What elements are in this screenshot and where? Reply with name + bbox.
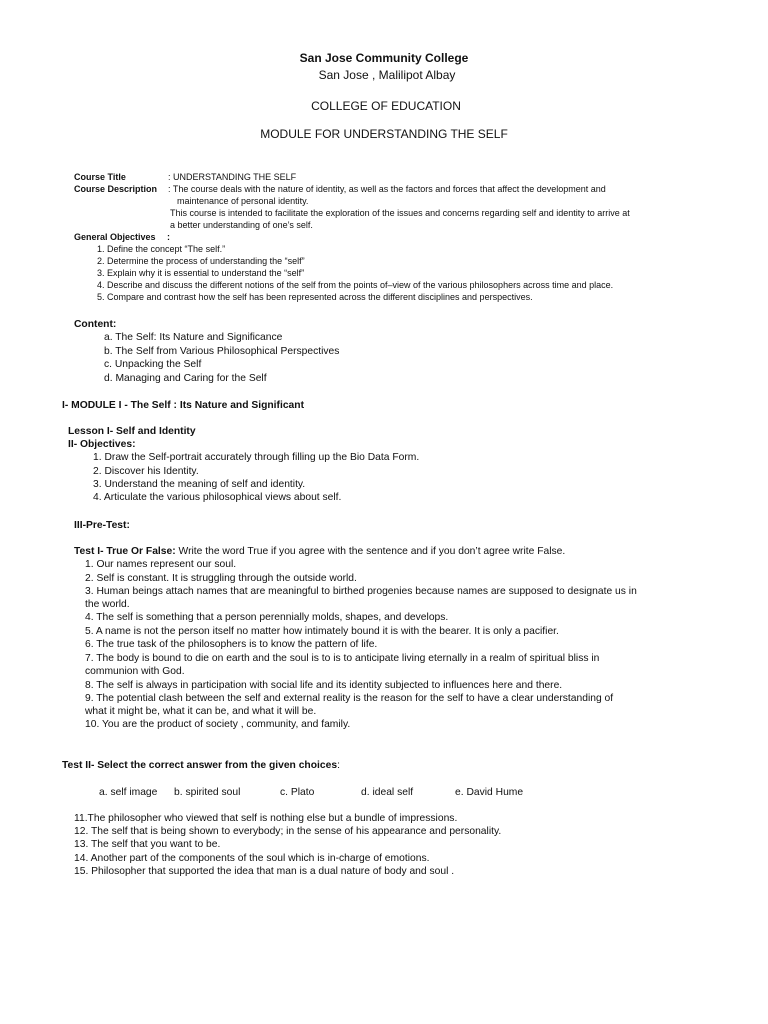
objective-2: 2. Discover his Identity. xyxy=(93,466,199,477)
test1-item-2: 2. Self is constant. It is struggling through the outside world. xyxy=(85,573,357,584)
general-objective-2: 2. Determine the process of understanding the “self” xyxy=(97,256,305,266)
module-heading: I- MODULE I - The Self : Its Nature and Significant xyxy=(62,400,304,411)
test1-heading-bold: Test I- True Or False: xyxy=(74,546,176,557)
general-objective-5: 5. Compare and contrast how the self has been represented across the different disciplines and perspectives. xyxy=(97,292,533,302)
test1-item-7-cont: communion with God. xyxy=(85,666,185,677)
general-objective-1: 1. Define the concept “The self.” xyxy=(97,244,226,254)
test1-item-3: 3. Human beings attach names that are meaningful to birthed progenies because names are supposed to designate us in xyxy=(85,586,637,597)
test1-item-4: 4. The self is something that a person perennially molds, shapes, and develops. xyxy=(85,612,449,623)
test2-item-12: 12. The self that is being shown to everybody; in the sense of his appearance and personality. xyxy=(74,826,502,837)
general-objective-3: 3. Explain why it is essential to understand the “self” xyxy=(97,268,305,278)
content-item-d: d. Managing and Caring for the Self xyxy=(104,373,267,384)
objective-3: 3. Understand the meaning of self and identity. xyxy=(93,479,306,490)
test1-item-7: 7. The body is bound to die on earth and the soul is to is to anticipate living eternally in a realm of spiritual bliss in xyxy=(85,653,600,664)
course-description-line1: : The course deals with the nature of identity, as well as the factors and forces that affect the development and xyxy=(168,184,606,194)
course-description-line4: a better understanding of one’s self. xyxy=(170,220,313,230)
lesson-heading: Lesson I- Self and Identity xyxy=(68,426,196,437)
test1-item-10: 10. You are the product of society , community, and family. xyxy=(85,719,351,730)
general-objective-4: 4. Describe and discuss the different notions of the self from the points of–view of the various philosophers across time and place. xyxy=(97,280,614,290)
course-description-line3: This course is intended to facilitate the exploration of the issues and concerns regarding self and identity to arrive at xyxy=(170,208,630,218)
test1-item-8: 8. The self is always in participation with social life and its identity subjected to influences here and there. xyxy=(85,680,563,691)
content-item-b: b. The Self from Various Philosophical Perspectives xyxy=(104,346,340,357)
choice-c: c. Plato xyxy=(280,787,315,798)
objective-4: 4. Articulate the various philosophical views about self. xyxy=(93,492,342,503)
objectives-heading: II- Objectives: xyxy=(68,439,136,450)
course-title-label: Course Title xyxy=(74,172,126,182)
pretest-heading: III-Pre-Test: xyxy=(74,520,130,531)
test1-heading xyxy=(74,546,565,557)
test2-heading xyxy=(62,760,340,771)
course-title-value: : UNDERSTANDING THE SELF xyxy=(168,172,297,182)
test1-item-6: 6. The true task of the philosophers is to know the pattern of life. xyxy=(85,639,378,650)
school-name: San Jose Community College xyxy=(299,51,469,65)
choice-e: e. David Hume xyxy=(455,787,524,798)
test2-item-14: 14. Another part of the components of the soul which is in-charge of emotions. xyxy=(74,853,430,864)
test1-item-9: 9. The potential clash between the self and external reality is the reason for the self to have a clear understanding of xyxy=(85,693,614,704)
choice-d: d. ideal self xyxy=(361,787,414,798)
test1-item-3-cont: the world. xyxy=(85,599,130,610)
test1-item-9-cont: what it might be, what it can be, and what it will be. xyxy=(85,706,317,717)
course-description-label: Course Description xyxy=(74,184,158,194)
test2-item-15: 15. Philosopher that supported the idea that man is a dual nature of body and soul . xyxy=(74,866,455,877)
content-item-a: a. The Self: Its Nature and Significance xyxy=(104,332,283,343)
test1-heading-instructions: Write the word True if you agree with the sentence and if you don’t agree write False. xyxy=(175,546,566,557)
course-description-line2: maintenance of personal identity. xyxy=(177,196,309,206)
test2-heading-bold: Test II- Select the correct answer from the given choices xyxy=(62,760,338,771)
test2-item-11: 11.The philosopher who viewed that self is nothing else but a bundle of impressions. xyxy=(74,813,458,824)
college-name: COLLEGE OF EDUCATION xyxy=(311,99,461,113)
choice-a: a. self image xyxy=(99,787,158,798)
choice-b: b. spirited soul xyxy=(174,787,241,798)
test1-item-5: 5. A name is not the person itself no matter how intimately bound it is with the bearer. It is only a pacifier. xyxy=(85,626,559,637)
content-item-c: c. Unpacking the Self xyxy=(104,359,202,370)
general-objectives-colon: : xyxy=(167,232,170,242)
test1-item-1: 1. Our names represent our soul. xyxy=(85,559,237,570)
school-location: San Jose , Malilipot Albay xyxy=(318,68,456,82)
general-objectives-label: General Objectives xyxy=(74,232,156,242)
objective-1: 1. Draw the Self-portrait accurately through filling up the Bio Data Form. xyxy=(93,452,420,463)
test2-heading-colon: : xyxy=(337,760,340,771)
module-title: MODULE FOR UNDERSTANDING THE SELF xyxy=(260,127,508,141)
content-label: Content: xyxy=(74,319,117,330)
test2-item-13: 13. The self that you want to be. xyxy=(74,839,221,850)
